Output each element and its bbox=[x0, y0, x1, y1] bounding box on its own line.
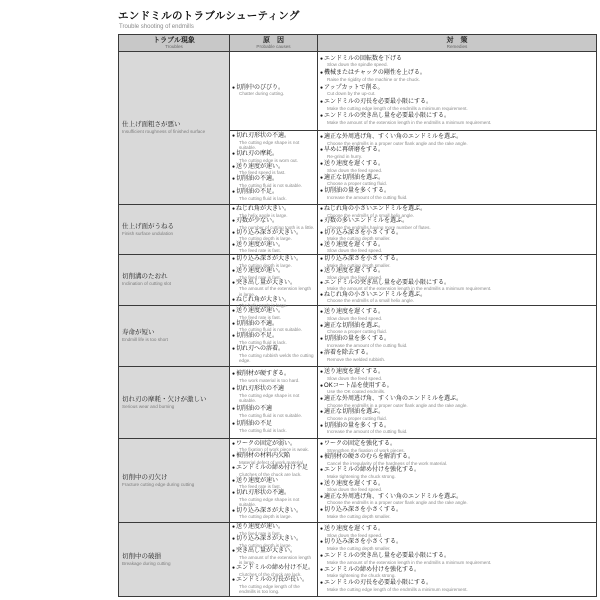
cause-text-en: Clutches of the chuck are lack. bbox=[239, 571, 302, 577]
remedy-text-ja: ● 送り速度を遅くする。 bbox=[320, 526, 594, 533]
remedy-item bbox=[320, 409, 594, 421]
cause-item bbox=[232, 151, 315, 163]
cause-text-ja: ● 切り込み深さが大きい。 bbox=[232, 230, 315, 237]
remedies-list bbox=[318, 306, 596, 365]
remedy-item bbox=[320, 56, 594, 68]
causes-cell bbox=[230, 52, 318, 131]
remedy-text-ja: ● 送り速度を遅くする。 bbox=[320, 242, 594, 249]
cause-text-ja: ● ワークの固定が弱い。 bbox=[232, 441, 315, 448]
remedy-text-ja: ● エンドミルの突き出し量を必要最小限にする。 bbox=[320, 280, 594, 287]
remedy-text-en: Choose the endmills in a proper outer flank angle and the rake angle. bbox=[327, 140, 468, 146]
cause-text-ja: ● エンドミルの締め付け不足。 bbox=[232, 565, 315, 572]
remedy-text-en: Make the cutting depth smaller. bbox=[327, 236, 391, 242]
remedy-item bbox=[320, 85, 594, 97]
cause-item bbox=[232, 465, 315, 477]
remedy-text-ja: ● 機械またはチャックの剛性を上げる。 bbox=[320, 70, 594, 77]
cause-item bbox=[232, 386, 315, 403]
trouble-cell bbox=[119, 255, 230, 306]
table-row bbox=[119, 367, 597, 439]
remedy-text-en: Cut down by the up-cut. bbox=[327, 91, 376, 97]
cause-item bbox=[232, 230, 315, 242]
cause-item bbox=[232, 548, 315, 565]
troubleshooting-table bbox=[118, 34, 597, 597]
cause-text-ja: ● 切れ刃形状の不適。 bbox=[232, 133, 315, 140]
cause-text-ja: ● 切り込み深さが大きい。 bbox=[232, 508, 315, 515]
cause-text-en: The cutting depth is large. bbox=[239, 542, 292, 548]
remedy-text-ja: ● 適正な外周逃げ角、すくい角のエンドミルを選ぶ。 bbox=[320, 396, 594, 403]
remedy-item bbox=[320, 113, 594, 125]
remedy-text-en: Make the amount of the extension length in the endmills a minimum requirement. bbox=[327, 559, 492, 565]
remedy-item bbox=[320, 454, 594, 466]
cause-text-en: The cutting depth is large. bbox=[239, 236, 292, 242]
remedy-text-en: Remove the welded rubbish. bbox=[327, 356, 386, 362]
cause-item bbox=[232, 85, 315, 97]
causes-cell bbox=[230, 205, 318, 255]
remedy-text-ja: ● 切り込み深さを小さくする。 bbox=[320, 507, 594, 514]
remedy-text-ja: ● 切り込み深さを小さくする。 bbox=[320, 539, 594, 546]
cause-text-ja: ● 切れ刃形状の不適 bbox=[232, 386, 315, 393]
remedies-list bbox=[318, 367, 596, 437]
remedy-text-ja: ● 切削油の量を多くする。 bbox=[320, 188, 594, 195]
remedy-text-ja: ● エンドミルの突き出し量を必要最小限にする。 bbox=[320, 113, 594, 120]
cause-text-ja: ● 送り速度が速い。 bbox=[232, 524, 315, 531]
remedy-text-en: Make the amount of the extension length in the endmills a minimum requirement. bbox=[327, 120, 492, 126]
cause-text-en: The cutting edge shape is not suitable. bbox=[239, 392, 300, 403]
causes-list bbox=[230, 255, 317, 309]
cause-item bbox=[232, 441, 315, 453]
remedy-text-en: Choose the endmills in a proper outer flank angle and the rake angle. bbox=[327, 500, 468, 506]
remedies-cell bbox=[318, 439, 597, 523]
remedy-text-ja: ● 適正な外周逃げ角、すくい角のエンドミルを選ぶ。 bbox=[320, 494, 594, 501]
cause-text-en: The cutting fluid is lack. bbox=[239, 195, 287, 201]
cause-item bbox=[232, 346, 315, 363]
remedy-text-en: Choose the endmills of a small helix angle. bbox=[327, 298, 415, 304]
table-row bbox=[119, 306, 597, 367]
table-row bbox=[119, 439, 597, 523]
remedy-text-en: Choose a proper cutting fluid. bbox=[327, 416, 388, 422]
remedy-text-ja: ● 刃数の多いエンドミルを選ぶ。 bbox=[320, 218, 594, 225]
cause-item bbox=[232, 218, 315, 230]
remedies-cell bbox=[318, 52, 597, 131]
remedy-item bbox=[320, 423, 594, 435]
remedy-item bbox=[320, 467, 594, 479]
remedy-item bbox=[320, 396, 594, 408]
causes-list bbox=[230, 205, 317, 253]
remedy-item bbox=[320, 188, 594, 200]
cause-text-ja: ● 切削油の不足。 bbox=[232, 189, 315, 196]
remedy-item bbox=[320, 230, 594, 242]
causes-list bbox=[230, 52, 317, 129]
cause-item bbox=[232, 308, 315, 320]
remedy-item bbox=[320, 494, 594, 506]
cause-item bbox=[232, 256, 315, 268]
remedy-text-en: Choose the endmills having more number of flutes. bbox=[327, 224, 431, 230]
remedies-list bbox=[318, 255, 596, 304]
cause-text-en: The cutting fluid is lack. bbox=[239, 340, 287, 346]
cause-item bbox=[232, 189, 315, 201]
causes-cell bbox=[230, 523, 318, 597]
cause-text-ja: ● 切削油の不適。 bbox=[232, 176, 315, 183]
remedy-item bbox=[320, 336, 594, 348]
header-remedy-ja: 対 策 bbox=[446, 36, 468, 44]
remedies-cell bbox=[318, 255, 597, 306]
header-remedy bbox=[318, 35, 597, 52]
cause-text-ja: ● ねじれ角が大きい。 bbox=[232, 206, 315, 213]
cause-text-ja: ● 突き出し量が大きい。 bbox=[232, 548, 315, 555]
remedy-text-ja: ● エンドミルの突き出し量を必要最小限にする。 bbox=[320, 553, 594, 560]
table-row bbox=[119, 255, 597, 306]
cause-text-ja: ● エンドミルの刃長が長い。 bbox=[232, 577, 315, 584]
remedy-text-ja: ● ねじれ角の小さいエンドミルを選ぶ。 bbox=[320, 292, 594, 299]
remedy-item bbox=[320, 206, 594, 218]
table-row bbox=[119, 52, 597, 131]
remedy-text-en: Slow down the feed speed. bbox=[327, 274, 383, 280]
remedy-text-en: Make the cutting depth smaller. bbox=[327, 262, 391, 268]
cause-text-ja: ● 送り速度が速い。 bbox=[232, 308, 315, 315]
remedies-cell bbox=[318, 306, 597, 367]
remedy-item bbox=[320, 280, 594, 292]
remedy-text-en: Slow down the spindle speed. bbox=[327, 62, 388, 68]
remedy-text-en: Raise the rigidity of the machine or the chuck. bbox=[327, 76, 420, 82]
remedy-text-ja: ● 被削材の硬さのむらを解消する。 bbox=[320, 454, 594, 461]
cause-text-en: The cutting edge shape is not suitable. bbox=[239, 496, 300, 507]
remedy-text-ja: ● 切削油の量を多くする。 bbox=[320, 336, 594, 343]
remedy-item bbox=[320, 242, 594, 254]
trouble-label-en: Fracture cutting edge during cutting bbox=[122, 481, 195, 487]
cause-text-ja: ● 送り速度が速い。 bbox=[232, 164, 315, 171]
header-cause bbox=[230, 35, 318, 52]
remedy-text-ja: ● 適正な切削油を選ぶ。 bbox=[320, 323, 594, 330]
remedy-item bbox=[320, 369, 594, 381]
remedy-item bbox=[320, 553, 594, 565]
remedy-text-en: Use the OK coated endmills. bbox=[327, 389, 386, 395]
cause-text-ja: ● 被削材の材料内欠陥 bbox=[232, 453, 315, 460]
cause-item bbox=[232, 333, 315, 345]
remedy-item bbox=[320, 481, 594, 493]
trouble-label-ja: 寿命が短い bbox=[122, 329, 155, 337]
causes-list bbox=[230, 439, 317, 521]
cause-text-en: The helix angle is large. bbox=[239, 303, 288, 309]
cause-text-en: Clutches of the chuck are lack. bbox=[239, 471, 302, 477]
cause-text-en: The amount of the extension length is large. bbox=[239, 286, 312, 297]
remedy-item bbox=[320, 580, 594, 592]
trouble-cell bbox=[119, 439, 230, 523]
header-cause-en: Probable causes bbox=[256, 44, 291, 50]
cause-item bbox=[232, 297, 315, 309]
cause-item bbox=[232, 242, 315, 254]
cause-text-en: The feed rate is fast. bbox=[239, 484, 281, 490]
causes-list bbox=[230, 131, 317, 203]
remedy-item bbox=[320, 539, 594, 551]
remedies-list bbox=[318, 439, 596, 521]
remedy-text-en: Increase the amount of the cutting fluid. bbox=[327, 343, 408, 349]
cause-item bbox=[232, 164, 315, 176]
cause-text-ja: ● 切り込み深さが大きい。 bbox=[232, 256, 315, 263]
remedy-text-ja: ● エンドミルの回転数を下げる bbox=[320, 56, 594, 63]
cause-text-ja: ● 切れ刃形状の不適。 bbox=[232, 490, 315, 497]
cause-text-en: The cutting fluid is lack. bbox=[239, 427, 287, 433]
cause-text-en: The cutting fluid is not suitable. bbox=[239, 327, 303, 333]
remedy-item bbox=[320, 70, 594, 82]
remedy-text-ja: ● 切り込み深さを小さくする。 bbox=[320, 230, 594, 237]
remedy-text-en: Slow down the feed speed. bbox=[327, 167, 383, 173]
cause-text-ja: ● 切削油の不適 bbox=[232, 406, 315, 413]
trouble-label-ja: 切削中の破損 bbox=[122, 552, 161, 560]
remedy-item bbox=[320, 526, 594, 538]
header-trouble-ja: トラブル現象 bbox=[153, 36, 195, 44]
cause-text-ja: ● 送り速度が速い。 bbox=[232, 268, 315, 275]
cause-text-en: The feed rate is fast. bbox=[239, 530, 281, 536]
remedy-text-ja: ● エンドミルの刃長を必要最小限にする。 bbox=[320, 99, 594, 106]
header-trouble-en: Troubles bbox=[165, 44, 183, 50]
cause-text-en: The work material is too hard. bbox=[239, 377, 300, 383]
page-subtitle: Trouble shooting of endmills bbox=[119, 24, 194, 30]
trouble-label-ja: 切れ刃の摩耗・欠けが激しい bbox=[122, 395, 207, 403]
remedy-text-en: Choose the endmills in a proper outer flank angle and the rake angle. bbox=[327, 402, 468, 408]
cause-text-en: The helix angle is large. bbox=[239, 212, 288, 218]
remedy-text-en: Slow down the feed speed. bbox=[327, 532, 383, 538]
cause-text-en: The cutting edge is worn out. bbox=[239, 157, 298, 163]
remedy-item bbox=[320, 147, 594, 159]
remedy-text-en: Make tightening the chuck strong. bbox=[327, 474, 396, 480]
remedy-text-ja: ● 適正な外周逃げ角、すくい角のエンドミルを選ぶ。 bbox=[320, 134, 594, 141]
remedy-text-ja: ● ねじれ角の小さいエンドミルを選ぶ。 bbox=[320, 206, 594, 213]
remedy-text-en: Cancel the irregularity of the hardness of the work material. bbox=[327, 461, 448, 467]
remedies-list bbox=[318, 205, 596, 253]
cause-text-ja: ● 刃数が少ない。 bbox=[232, 218, 315, 225]
remedy-text-ja: ● 早めに再研磨をする。 bbox=[320, 147, 594, 154]
trouble-cell bbox=[119, 52, 230, 205]
remedy-text-ja: ● 溶着を除去する。 bbox=[320, 350, 594, 357]
cause-item bbox=[232, 524, 315, 536]
remedy-item bbox=[320, 567, 594, 579]
remedy-item bbox=[320, 309, 594, 321]
cause-text-en: The amount of the extension length is large. bbox=[239, 554, 312, 565]
causes-list bbox=[230, 306, 317, 365]
cause-text-en: The cutting fluid is not suitable. bbox=[239, 412, 303, 418]
remedies-cell bbox=[318, 205, 597, 255]
remedy-text-en: Make the cutting edge length of the endmills a minimum requirement. bbox=[327, 587, 468, 593]
cause-text-en: The cutting edge shape is not suitable. bbox=[239, 139, 300, 150]
remedy-item bbox=[320, 256, 594, 268]
cause-text-en: The cutting rubbish welds the cutting edge. bbox=[239, 352, 314, 363]
cause-item bbox=[232, 321, 315, 333]
remedy-text-ja: ● OKコート品を使用する。 bbox=[320, 383, 594, 390]
remedy-text-en: Slow down the feed speed. bbox=[327, 315, 383, 321]
remedies-cell bbox=[318, 523, 597, 597]
header-cause-ja: 原 因 bbox=[263, 36, 284, 44]
remedy-item bbox=[320, 99, 594, 111]
cause-item bbox=[232, 268, 315, 280]
cause-item bbox=[232, 206, 315, 218]
remedies-list bbox=[318, 523, 596, 595]
remedy-text-ja: ● エンドミルの締め付けを強化する。 bbox=[320, 567, 594, 574]
trouble-label-en: Insufficient roughness of finished surface bbox=[122, 129, 206, 135]
remedy-text-ja: ● 送り速度を遅くする。 bbox=[320, 268, 594, 275]
cause-text-en: The cutting depth is large. bbox=[239, 262, 292, 268]
remedy-item bbox=[320, 441, 594, 453]
remedy-text-ja: ● ワークの固定を強化する。 bbox=[320, 441, 594, 448]
cause-item bbox=[232, 371, 315, 383]
trouble-cell bbox=[119, 367, 230, 439]
trouble-label-ja: 切削中の刃欠け bbox=[122, 473, 168, 481]
cause-text-ja: ● 切削油の不足 bbox=[232, 421, 315, 428]
cause-item bbox=[232, 536, 315, 548]
remedy-item bbox=[320, 323, 594, 335]
causes-cell bbox=[230, 131, 318, 205]
trouble-cell bbox=[119, 306, 230, 367]
trouble-label-en: Breakage during cutting bbox=[122, 560, 171, 566]
remedy-text-ja: ● 送り速度を遅くする。 bbox=[320, 309, 594, 316]
cause-text-ja: ● 切り込み深さが大きい。 bbox=[232, 536, 315, 543]
cause-text-en: Chatter during cutting. bbox=[239, 91, 285, 97]
remedy-text-en: Make the cutting edge length of the endmills a minimum requirement. bbox=[327, 105, 468, 111]
remedies-cell bbox=[318, 131, 597, 205]
cause-text-ja: ● 切れ刃への溶着。 bbox=[232, 346, 315, 353]
trouble-label-en: Endmill life is too short bbox=[122, 337, 168, 343]
cause-item bbox=[232, 421, 315, 433]
remedy-text-en: Make the cutting depth smaller. bbox=[327, 546, 391, 552]
trouble-cell bbox=[119, 523, 230, 597]
cause-item bbox=[232, 133, 315, 150]
causes-list bbox=[230, 367, 317, 437]
remedy-item bbox=[320, 292, 594, 304]
remedy-text-en: Re-grind in hurry. bbox=[327, 154, 363, 160]
remedy-text-en: Slow down the feed speed. bbox=[327, 248, 383, 254]
remedy-item bbox=[320, 507, 594, 519]
cause-text-ja: ● エンドミルの締め付け不足 bbox=[232, 465, 315, 472]
remedies-list bbox=[318, 131, 596, 203]
cause-text-en: Material defect of work material. bbox=[239, 459, 305, 465]
cause-text-ja: ● 送り速度が速い bbox=[232, 478, 315, 485]
cause-item bbox=[232, 453, 315, 465]
remedy-text-en: Choose a proper cutting fluid. bbox=[327, 181, 388, 187]
remedies-list bbox=[318, 52, 596, 129]
cause-text-ja: ● 切れ刃の摩耗。 bbox=[232, 151, 315, 158]
trouble-label-ja: 仕上げ面がうねる bbox=[122, 222, 174, 230]
cause-text-en: The feed speed is fast. bbox=[239, 170, 286, 176]
remedy-text-ja: ● 送り速度を遅くする。 bbox=[320, 161, 594, 168]
causes-cell bbox=[230, 255, 318, 309]
remedy-text-en: Increase the amount of the cutting fluid. bbox=[327, 195, 408, 201]
cause-text-en: The cutting edge length of the endmills is too long. bbox=[239, 583, 300, 594]
remedy-text-ja: ● 適正な切削油を選ぶ。 bbox=[320, 175, 594, 182]
table-row bbox=[119, 205, 597, 255]
remedy-text-ja: ● エンドミルの締め付けを強化する。 bbox=[320, 467, 594, 474]
trouble-label-ja: 切削溝のたおれ bbox=[122, 273, 168, 281]
cause-text-en: The number of cutting tooth is a little. bbox=[239, 224, 315, 230]
remedy-text-ja: ● 切り込み深さを小さくする。 bbox=[320, 256, 594, 263]
causes-cell bbox=[230, 439, 318, 523]
header-remedy-en: Remedies bbox=[446, 44, 468, 50]
remedy-text-en: Make the cutting depth smaller. bbox=[327, 513, 391, 519]
cause-item bbox=[232, 406, 315, 418]
remedy-text-en: Increase the amount of the cutting fluid. bbox=[327, 429, 408, 435]
cause-text-ja: ● 切削油の不足。 bbox=[232, 333, 315, 340]
cause-text-en: The cutting fluid is not suitable. bbox=[239, 183, 303, 189]
causes-cell bbox=[230, 367, 318, 439]
cause-item bbox=[232, 565, 315, 577]
cause-text-en: The fixation of work piece is weak. bbox=[239, 447, 309, 453]
remedy-text-en: Slow down the feed speed. bbox=[327, 487, 383, 493]
remedy-text-en: Choose the endmills of a small helix angle. bbox=[327, 212, 415, 218]
header-trouble bbox=[119, 35, 230, 52]
header-row bbox=[119, 35, 597, 52]
cause-text-ja: ● 切削中のびびり。 bbox=[232, 85, 315, 92]
remedies-cell bbox=[318, 367, 597, 439]
remedy-item bbox=[320, 350, 594, 362]
cause-text-en: The feed rate is fast. bbox=[239, 274, 281, 280]
remedy-text-en: Choose a proper cutting fluid. bbox=[327, 329, 388, 335]
remedy-text-en: Make the amount of the extension length in the endmills a minimum requirement. bbox=[327, 286, 492, 292]
cause-item bbox=[232, 176, 315, 188]
cause-item bbox=[232, 280, 315, 297]
cause-item bbox=[232, 577, 315, 594]
remedy-text-en: Make tightening the chuck strong. bbox=[327, 573, 396, 579]
remedy-item bbox=[320, 268, 594, 280]
remedy-text-ja: ● エンドミルの刃長を必要最小限にする。 bbox=[320, 580, 594, 587]
cause-text-ja: ● 切削油の不適。 bbox=[232, 321, 315, 328]
cause-text-en: The feed rate is fast. bbox=[239, 248, 281, 254]
remedy-item bbox=[320, 134, 594, 146]
remedy-text-ja: ● 適正な切削油を選ぶ。 bbox=[320, 409, 594, 416]
remedy-text-en: Strengthen the fixation of work pieces. bbox=[327, 447, 405, 453]
table-row bbox=[119, 523, 597, 597]
causes-cell bbox=[230, 306, 318, 367]
remedy-text-ja: ● 送り速度を遅くする。 bbox=[320, 481, 594, 488]
cause-item bbox=[232, 508, 315, 520]
causes-list bbox=[230, 523, 317, 595]
cause-text-ja: ● 送り速度が速い。 bbox=[232, 242, 315, 249]
remedy-item bbox=[320, 161, 594, 173]
cause-text-en: The cutting depth is large. bbox=[239, 514, 292, 520]
trouble-label-ja: 仕上げ面粗さが悪い bbox=[122, 121, 181, 129]
remedy-text-ja: ● 切削油の量を多くする。 bbox=[320, 423, 594, 430]
trouble-label-en: Serious wear and burning bbox=[122, 403, 175, 409]
trouble-cell bbox=[119, 205, 230, 255]
cause-text-ja: ● 被削材が硬すぎる。 bbox=[232, 371, 315, 378]
remedy-text-ja: ● アップカットで削る。 bbox=[320, 85, 594, 92]
cause-text-ja: ● 突き出し量が大きい。 bbox=[232, 280, 315, 287]
cause-text-en: The feed rate is fast. bbox=[239, 314, 281, 320]
remedy-text-en: Slow down the feed speed. bbox=[327, 376, 383, 382]
remedy-item bbox=[320, 383, 594, 395]
cause-item bbox=[232, 490, 315, 507]
remedy-item bbox=[320, 218, 594, 230]
trouble-label-en: Inclination of cutting slot bbox=[122, 281, 172, 287]
cause-text-ja: ● ねじれ角が大きい。 bbox=[232, 297, 315, 304]
cause-item bbox=[232, 478, 315, 490]
page-title: エンドミルのトラブルシューティング bbox=[118, 10, 300, 22]
remedy-item bbox=[320, 175, 594, 187]
document-sheet bbox=[118, 8, 596, 597]
trouble-label-en: Finish surface undulation bbox=[122, 230, 174, 236]
remedy-text-ja: ● 送り速度を遅くする。 bbox=[320, 369, 594, 376]
